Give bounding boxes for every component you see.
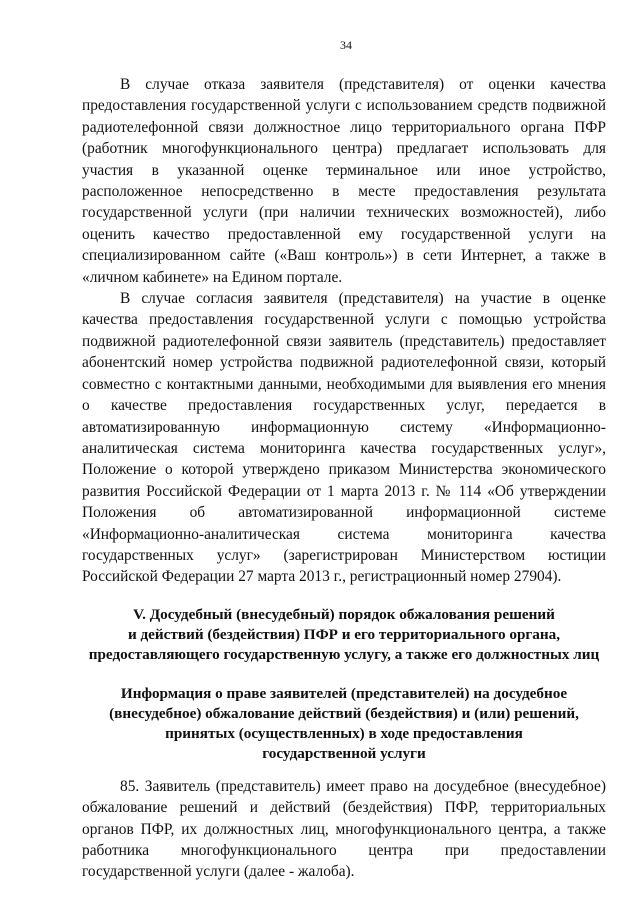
section-heading-line: V. Досудебный (внесудебный) порядок обжалования решений [133, 605, 555, 623]
paragraph-85-complaint-right: 85. Заявитель (представитель) имеет право на досудебное (внесудебное) обжалование решений и действий (бездействия) ПФР, территориальных органов ПФР, их должностных лиц, многофункционального центра, а также работника многофункционального центра при предоставлении государственной услуги (далее - жалоба). [82, 777, 606, 881]
subsection-heading [82, 684, 606, 764]
subsection-heading-line: Информация о праве заявителей (представителей) на досудебное [120, 684, 568, 702]
subsection-heading-line: (внесудебное) обжалование действий (бездействия) и (или) решений, [109, 704, 579, 722]
subsection-heading-line: государственной услуги [262, 744, 426, 762]
section-heading-line: и действий (бездействия) ПФР и его территориального органа, [127, 625, 561, 643]
paragraph-refusal-evaluation: В случае отказа заявителя (представителя) от оценки качества предоставления государственной услуги с использованием средств подвижной радиотелефонной связи должностное лицо территориального органа ПФР (работник многофункционального центра) предлагает использовать для участия в указанной оценке терминальное или иное устройство, расположенное непосредственно в месте предоставления результата государственной услуги (при наличии технических возможностей), либо оценить качество предоставленной ему государственной услуги на специализированном сайте («Ваш контроль») в сети Интернет, а также в «личном кабинете» на Едином портале. [82, 76, 606, 286]
subsection-heading-line: принятых (осуществленных) в ходе предоставления [165, 724, 523, 742]
section-heading-line: предоставляющего государственную услугу, а также его должностных лиц [88, 645, 600, 663]
paragraph-consent-evaluation: В случае согласия заявителя (представителя) на участие в оценке качества предоставления государственной услуги с помощью устройства подвижной радиотелефонной связи заявитель (представитель) предоставляет абонентский номер устройства подвижной радиотелефонной связи, который совместно с контактными данными, необходимыми для выявления его мнения о качестве предоставления государственных услуг, передается в автоматизированную информационную систему «Информационно-аналитическая система мониторинга качества государственных услуг», Положение о которой утверждено приказом Министерства экономического развития Российской Федерации от 1 марта 2013 г. № 114 «Об утверждении Положения об автоматизированной информационной системе «Информационно-аналитическая система мониторинга качества государственных услуг» (зарегистрирован Министерством юстиции Российской Федерации 27 марта 2013 г., регистрационный номер 27904). [82, 290, 606, 586]
section-heading [82, 605, 606, 665]
page-number: 34 [340, 38, 352, 52]
